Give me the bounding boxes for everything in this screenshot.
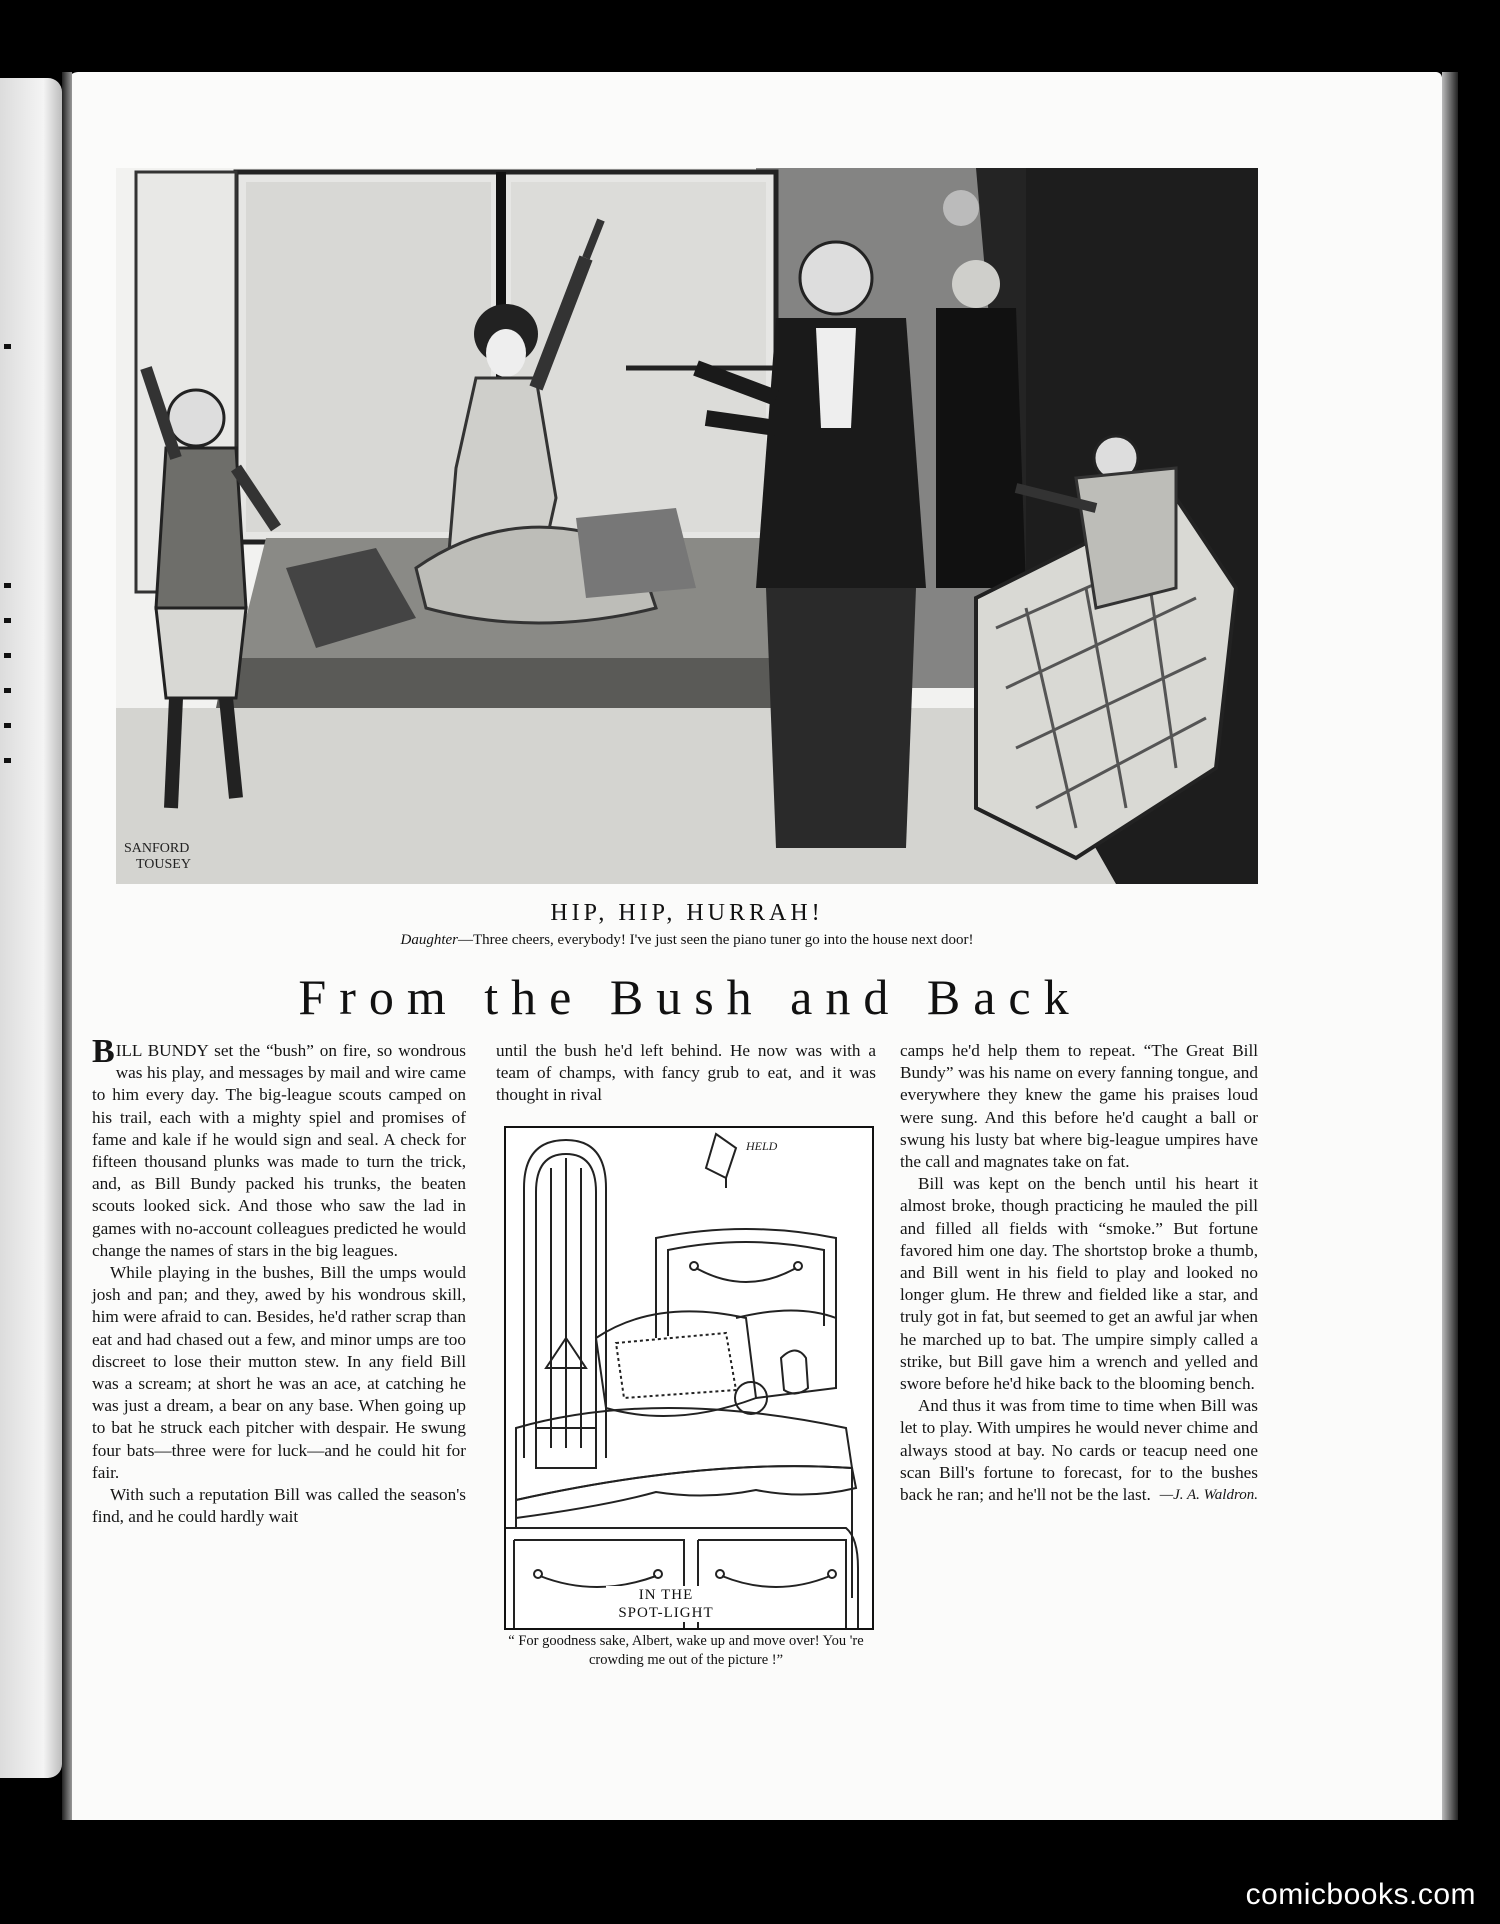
svg-text:TOUSEY: TOUSEY xyxy=(136,857,191,872)
print-mark xyxy=(4,653,11,658)
byline: —J. A. Waldron. xyxy=(1159,1487,1258,1504)
paragraph: BILL BUNDY set the “bush” on fire, so wondrous was his play, and messages by mail and wire came to him every day. The big-league scouts camped on his trail, each with a mighty spiel and promises of fame and kale if he would sign and seal. A check for fifteen thousand plunks was made to turn the trick, and, as Bill Bundy packed his trunks, the beaten scouts looked sick. And those who saw the lad in games with no-account colleagues predicted he would change the names of stars in the big leagues. xyxy=(92,1033,466,1260)
paragraph: With such a reputation Bill was called the season's find, and he could hardly wait xyxy=(92,1485,466,1527)
left-page-edge xyxy=(0,78,62,1778)
page-right-edge xyxy=(1442,72,1458,1820)
top-illustration xyxy=(116,168,1258,884)
inset-caption: “ For goodness sake, Albert, wake up and move over! You 're crowding me out of the picture !” xyxy=(508,1633,864,1668)
print-mark xyxy=(4,344,11,349)
paragraph: Bill was kept on the bench until his heart it almost broke, though practicing he mauled the pill and filled all fields with “smoke.” But fortune favored him one day. The shortstop broke a thumb, and Bill went in his field to play and looked no longer glum. He threw and fielded like a star, and truly got in fat, but seemed to get an awful jar when he marched up to bat. The umpire simply called a strike, but Bill gave him a wrench and yelled and swore before he'd hike back to the blooming bench. xyxy=(900,1174,1258,1394)
drawing-room-scene xyxy=(116,168,1258,884)
caption-text: —Three cheers, everybody! I've just seen the piano tuner go into the house next door! xyxy=(458,932,974,948)
inset-label: IN THE SPOT-LIGHT xyxy=(606,1586,726,1622)
print-mark xyxy=(4,583,11,588)
article-column-3 xyxy=(900,1040,1258,1506)
caption-speaker: Daughter xyxy=(400,932,459,948)
watermark: comicbooks.com xyxy=(1245,1878,1476,1911)
article-column-2 xyxy=(496,1040,876,1107)
paragraph: camps he'd help them to repeat. “The Great Bill Bundy” was his name on every fanning tongue, and everywhere they knew the game his praises loud were sung. And this before he'd caught a ball or swung his lusty bat where big-league umpires have the call and magnates take on fat. xyxy=(900,1041,1258,1172)
paragraph: And thus it was from time to time when Bill was let to play. With umpires he would never chime and always stood at bay. No cards or teacup need one scan Bill's fortune to forecast, for to the bushes back he ran; and he'll not be the last. xyxy=(900,1396,1258,1505)
paragraph: While playing in the bushes, Bill the umps would josh and pan; and they, awed by his wondrous skill, him were afraid to can. Besides, he'd rather scrap than eat and had chased out a few, and minor umps are too discreet to lose their mutton stew. In any field Bill was a scream; at short he was an ace, at catching he was just a dream, a bear on any base. When going up to bat he struck each pitcher with despair. He swung four bats—three were for luck—and he could hit for fair. xyxy=(92,1263,466,1482)
illustration-title: HIP, HIP, HURRAH! xyxy=(550,900,824,926)
article-title: From the Bush and Back xyxy=(298,969,1082,1025)
print-mark xyxy=(4,723,11,728)
inset-cartoon xyxy=(504,1126,874,1630)
paragraph: until the bush he'd left behind. He now was with a team of champs, with fancy grub to eat, and it was thought in rival xyxy=(496,1041,876,1105)
print-mark xyxy=(4,618,11,623)
drop-cap: B xyxy=(92,1033,115,1070)
illustration-caption xyxy=(116,932,1258,949)
spine-shadow xyxy=(62,72,72,1820)
article-column-1 xyxy=(92,1033,466,1528)
cartoonist-signature: HELD xyxy=(746,1139,778,1153)
bedroom-sketch xyxy=(506,1128,872,1628)
print-mark xyxy=(4,758,11,763)
artist-signature: SANFORD xyxy=(124,841,190,856)
print-mark xyxy=(4,688,11,693)
